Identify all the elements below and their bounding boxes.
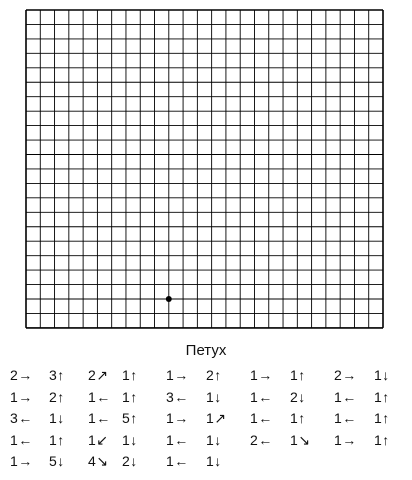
- instruction-step: 1↑: [374, 389, 390, 405]
- instruction-step: 1←: [166, 453, 189, 469]
- instruction-step: 1↑: [290, 410, 306, 426]
- instruction-step: 3↑: [49, 367, 65, 383]
- instruction-step: 5↓: [49, 453, 65, 469]
- instruction-step: 1↑: [49, 432, 65, 448]
- instruction-step: 1←: [88, 389, 111, 405]
- instruction-step: 4↘: [88, 453, 109, 469]
- instruction-step: 3←: [10, 410, 33, 426]
- instruction-step: 1↓: [374, 367, 390, 383]
- instruction-step: 1↑: [122, 389, 138, 405]
- instruction-step: 1↑: [290, 367, 306, 383]
- instruction-step: 2→: [10, 367, 33, 383]
- instruction-step: 1↓: [206, 389, 222, 405]
- instruction-step: 1↑: [122, 367, 138, 383]
- instruction-step: 1↓: [49, 410, 65, 426]
- instruction-step: 2←: [250, 432, 273, 448]
- instruction-step: 1←: [166, 432, 189, 448]
- instruction-step: 3←: [166, 389, 189, 405]
- instruction-step: 1→: [334, 432, 357, 448]
- instruction-step: 1→: [10, 453, 33, 469]
- instruction-step: 2↑: [49, 389, 65, 405]
- instruction-step: 1←: [10, 432, 33, 448]
- instruction-step: 2↓: [122, 453, 138, 469]
- instruction-step: 1↓: [206, 453, 222, 469]
- instruction-step: 5↑: [122, 410, 138, 426]
- instruction-step: 1↑: [374, 410, 390, 426]
- instruction-step: 1←: [250, 389, 273, 405]
- worksheet-title: Петух: [185, 342, 227, 359]
- instruction-step: 1→: [10, 389, 33, 405]
- instruction-step: 1→: [166, 410, 189, 426]
- instruction-step: 1↓: [122, 432, 138, 448]
- grid-lines: [26, 10, 383, 328]
- instruction-step: 1→: [250, 367, 273, 383]
- instruction-step: 1←: [250, 410, 273, 426]
- start-point-dot: [166, 296, 172, 302]
- instruction-step: 1↘: [290, 432, 311, 448]
- instruction-step: 1↑: [374, 432, 390, 448]
- instruction-step: 1↗: [206, 410, 227, 426]
- instruction-step: 1↙: [88, 432, 109, 448]
- instruction-step: 1←: [88, 410, 111, 426]
- instruction-step: 2↑: [206, 367, 222, 383]
- instruction-step: 2→: [334, 367, 357, 383]
- instruction-step: 1←: [334, 410, 357, 426]
- instruction-step: 2↓: [290, 389, 306, 405]
- instruction-step: 1→: [166, 367, 189, 383]
- instruction-step: 1←: [334, 389, 357, 405]
- instruction-step: 1↓: [206, 432, 222, 448]
- instruction-step: 2↗: [88, 367, 109, 383]
